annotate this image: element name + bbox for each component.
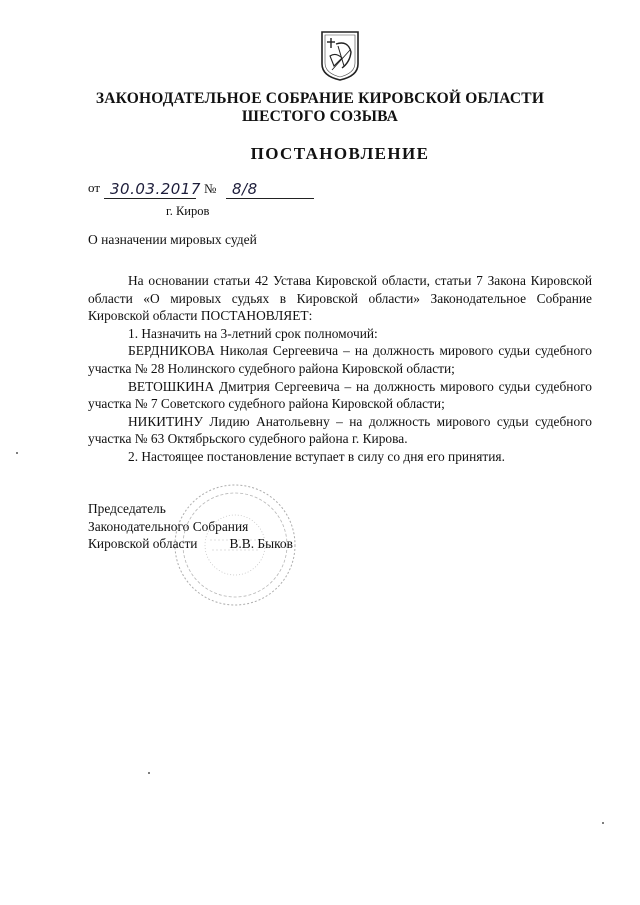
scan-speck — [16, 452, 18, 454]
judge-1-paragraph: БЕРДНИКОВА Николая Сергеевича – на должность мирового судьи судебного участка № 28 Нолинского судебного района Кировской области; — [88, 343, 592, 376]
signatory-name: В.В. Быков — [229, 536, 293, 552]
signatory-title-line-3-row — [88, 535, 293, 553]
org-name-line-1: ЗАКОНОДАТЕЛЬНОЕ СОБРАНИЕ КИРОВСКОЙ ОБЛАСТИ — [95, 90, 545, 107]
document-title: ПОСТАНОВЛЕНИЕ — [250, 144, 430, 163]
item-1-paragraph: 1. Назначить на 3-летний срок полномочий: — [128, 325, 378, 341]
kirov-coat-of-arms-icon — [320, 30, 360, 82]
signatory-title-line-2: Законодательного Собрания — [88, 518, 249, 534]
handwritten-number: 8/8 — [232, 180, 258, 198]
judge-3-paragraph: НИКИТИНУ Лидию Анатольевну – на должность мирового судьи судебного участка № 63 Октябрьского судебного района г. Кирова. — [88, 413, 592, 447]
judge-2-paragraph: ВЕТОШКИНА Дмитрия Сергеевича – на должность мирового судьи судебного участка № 7 Советского судебного района Кировской области; — [88, 378, 592, 412]
signatory-title-line-3: Кировской области — [88, 536, 198, 552]
number-label: № — [204, 181, 217, 196]
date-from-label: от — [88, 180, 101, 195]
org-name-line-2: ШЕСТОГО СОЗЫВА — [241, 108, 399, 125]
intro-paragraph: На основании статьи 42 Устава Кировской области, статьи 7 Закона Кировской области «О мировых судьях в Кировской области» Законодательное Собрание Кировской области ПОСТАНОВЛЯЕТ: — [88, 273, 592, 324]
scan-speck — [602, 822, 604, 824]
document-subject: О назначении мировых судей — [88, 232, 257, 247]
item-2-paragraph: 2. Настоящее постановление вступает в силу со дня его принятия. — [128, 448, 505, 464]
document-body — [88, 272, 592, 466]
city-label: г. Киров — [166, 204, 210, 218]
signature-block — [88, 500, 293, 553]
signatory-title-line-1: Председатель — [88, 501, 166, 516]
scan-speck — [148, 772, 150, 774]
handwritten-date: 30.03.2017 — [110, 180, 201, 198]
